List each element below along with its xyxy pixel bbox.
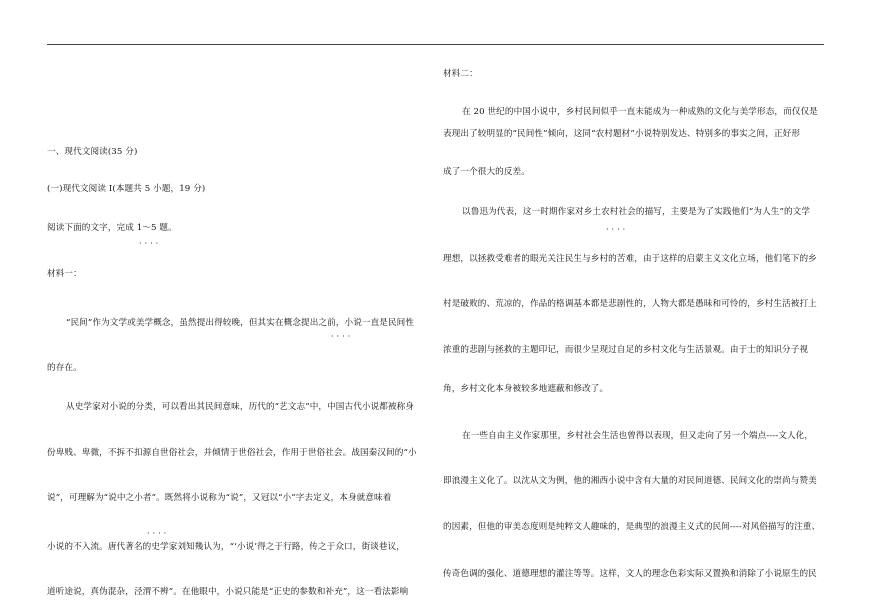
paragraph-line: 小说的不入流。唐代著名的史学家刘知幾认为，“‘小说’得之于行路，传之于众口，街谈巷议， [47, 542, 405, 552]
paragraph-line: 在一些自由主义作家那里，乡村社会生活也曾得以表现，但又走向了另一个端点----文人化， [462, 431, 814, 441]
instruction-text: 阅读下面的文字，完成 1～5 题。 [47, 223, 177, 233]
paragraph-line: 说”，可理解为“说中之小者”。既然将小说称为“说”，又冠以“小”字去定义，本身就意味着 [47, 493, 392, 503]
material-one-label: 材料一： [47, 269, 82, 279]
emphasis-dots: ···· [331, 332, 354, 341]
paragraph-line: “民间”作为文学或美学概念，虽然提出得较晚，但其实在概念提出之前，小说一直是民间性 [66, 318, 415, 328]
paragraph-line: 表现出了较明显的“民间性”倾向，这同“农村题材”小说特别发达、特别多的事实之间，正好形 [443, 129, 801, 139]
section-title: 一、现代文阅读(35 分) [47, 147, 138, 157]
subsection-title: (一)现代文阅读 I(本题共 5 小题，19 分) [47, 184, 206, 194]
paragraph-line: 传奇色调的强化、道德理想的灌注等等。这样，文人的理念色彩实际又置换和消除了小说原生的民 [443, 569, 817, 579]
paragraph-line: 在 20 世纪的中国小说中，乡村民间似乎一直未能成为一种成熟的文化与美学形态，而仅仅是 [462, 107, 818, 117]
paragraph-line: 浓重的悲剧与拯救的主题印记，而很少呈现过自足的乡村文化与生活景观。由于士的知识分子视 [443, 345, 809, 355]
emphasis-dots: ···· [139, 239, 162, 248]
header-divider [47, 44, 824, 45]
paragraph-line: 成了一个很大的反差。 [443, 167, 530, 177]
paragraph-line: 份卑贱、卑微，不拆不扣源自世俗社会，并倾情于世俗社会，作用于世俗社会。战国秦汉间的“小 [47, 448, 417, 458]
paragraph-line: 道听途说，真伪混杂，泾渭不辨”。在他眼中，小说只能是“正史的参数和补充”，这一看法影响 [47, 587, 409, 597]
paragraph-line: 即浪漫主义化了。以沈从文为例，他的湘西小说中含有大量的对民间道德、民间文化的崇尚与赞美 [443, 476, 817, 486]
paragraph-line: 村是破败的、荒凉的，作品的格调基本都是悲剧性的，人物大都是愚昧和可怜的，乡村生活被打上 [443, 299, 817, 309]
paragraph-line: 理想，以拯救受难者的眼光关注民生与乡村的苦难，由于这样的启蒙主义文化立场，他们笔下的乡 [443, 254, 817, 264]
emphasis-dots: ···· [606, 225, 629, 234]
paragraph-line: 以鲁迅为代表，这一时期作家对乡土农村社会的描写，主要是为了实践他们“为人生”的文学 [462, 207, 811, 217]
material-two-label: 材料二： [443, 69, 478, 79]
paragraph-line: 角，乡村文化本身被较多地遮蔽和修改了。 [443, 384, 609, 394]
paragraph-line: 的存在。 [47, 363, 82, 373]
paragraph-line: 从史学家对小说的分类，可以看出其民间意味，历代的“艺文志”中，中国古代小说都被称身 [66, 402, 415, 412]
emphasis-dots: ···· [147, 529, 170, 538]
paragraph-line: 的因素，但他的审美态度则是纯粹文人趣味的，是典型的浪漫主义式的民间----对风俗描写的注重、 [443, 522, 821, 532]
